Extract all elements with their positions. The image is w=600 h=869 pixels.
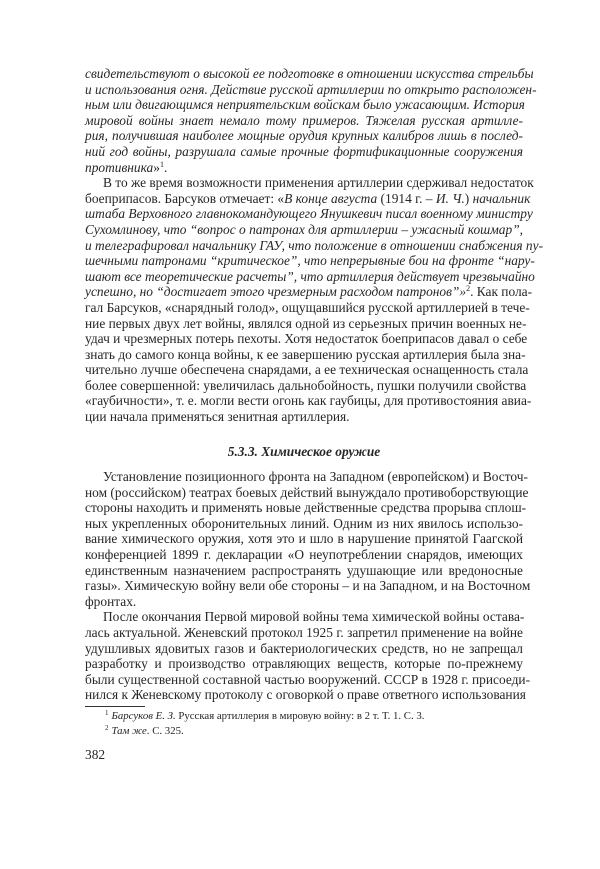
text-line — [85, 671, 531, 688]
text-line — [85, 346, 526, 363]
text-segment: фронтах. — [85, 593, 137, 609]
text-segment: шечными патронами “критическое”, что непрерывные бои на фронте “нару- — [85, 253, 535, 269]
footnote-ref: 1 — [159, 159, 164, 169]
text-line — [85, 656, 523, 672]
text-line — [85, 144, 523, 160]
text-segment: Сухомлинову, что “вопрос о патронах для артиллерии – ужасный кошмар”, — [85, 221, 523, 237]
text-line — [85, 237, 544, 254]
text-line — [85, 393, 532, 409]
text-line — [85, 469, 528, 485]
text-line — [85, 516, 523, 532]
text-line — [85, 563, 523, 579]
text-segment: . — [163, 159, 168, 175]
text-segment: свидетельствуют о высокой ее подготовке в отношении искусства стрельбы — [85, 66, 534, 81]
text-segment: стороны находить и применять новые действенные средства прорыва сплош- — [85, 500, 527, 516]
text-segment: и телеграфировал начальнику ГАУ, что положение в отношении снабжения пу- — [85, 237, 544, 253]
text-segment: газы». Химическую войну вели обе стороны – и на Западном, и на Восточном — [85, 578, 531, 594]
text-segment: удушливых ядовитых газов и бактериологических средств, но не запрещал — [85, 640, 523, 656]
text-segment: чительно лучше обеспечена снарядами, а ее техническая оснащенность стала — [85, 362, 529, 378]
text-line — [85, 222, 523, 238]
text-segment: начальник — [472, 190, 531, 206]
footnote-author: Там же — [111, 724, 147, 737]
text-segment: были существенной составной частью вооружений. СССР в 1928 г. присоеди- — [85, 671, 531, 687]
text-segment: мировой войны знает немало тому примеров. Тяжелая русская артилле- — [85, 112, 523, 128]
footnote-number: 1 — [105, 709, 109, 717]
text-line — [85, 268, 535, 285]
text-line — [85, 81, 537, 98]
text-line — [85, 484, 529, 501]
text-segment: противника — [85, 159, 154, 175]
text-segment: ние первых двух лет войны, являлся одной из серьезных причин военных не- — [85, 315, 527, 331]
text-segment: ном (российском) театрах боевых действий вынуждало противоборствующие — [85, 484, 529, 500]
text-segment: После окончания Первой мировой войны тема химической войны остава- — [103, 609, 525, 625]
footnote-number: 2 — [105, 723, 109, 732]
paragraph — [85, 175, 544, 425]
text-segment: В то же время возможности применения артиллерии сдерживал недостаток — [103, 175, 534, 191]
text-segment: » — [153, 159, 160, 175]
footnote-2 — [85, 724, 523, 739]
text-line — [85, 687, 526, 703]
text-segment: боеприпасов. Барсуков отмечает: « — [85, 190, 285, 206]
text-line — [85, 206, 533, 222]
text-segment: ным или двигающимся неприятельским войскам было ужасающим. История — [85, 97, 525, 113]
text-line — [85, 594, 523, 610]
text-segment: штаба Верховного главнокомандующего Янушкевич писал военному министру — [85, 206, 533, 222]
text-line — [85, 625, 523, 641]
paragraph — [85, 66, 537, 175]
text-line — [85, 160, 523, 176]
text-segment: шают все теоретические расчеты”, что артиллерия действует чрезвычайно — [85, 268, 535, 284]
text-line — [85, 190, 531, 207]
text-segment: единственным назначением распространять удушающие или вредоносные — [85, 562, 523, 578]
text-segment: рия, получившая наиболее мощные орудия крупных калибров лишь в послед- — [85, 128, 523, 144]
text-line — [85, 331, 528, 347]
text-line — [85, 97, 523, 113]
text-segment: ных укрепленных оборонительных линий. Одним из них явилось использо- — [85, 515, 523, 531]
footnote-1 — [85, 709, 523, 724]
text-segment: конференцией 1899 г. декларации «О неупотреблении снарядов, имеющих — [85, 547, 523, 562]
text-segment: В конце августа — [284, 190, 378, 206]
footnote-author: Барсуков Е. З. — [111, 710, 176, 722]
text-line — [85, 128, 523, 144]
text-line — [85, 66, 534, 82]
text-segment: ) — [464, 190, 473, 206]
text-line — [85, 175, 534, 191]
text-line — [85, 253, 535, 269]
footnote-divider — [85, 706, 145, 707]
text-segment: разработку и производство отравляющих веществ, которые по-прежнему — [85, 656, 523, 672]
paragraph — [85, 469, 531, 609]
footnotes — [85, 709, 523, 738]
text-line — [85, 113, 523, 129]
text-segment: более совершенной: увеличилась дальнобойность, пушки получили свойства — [85, 377, 527, 393]
section-text-before-heading — [85, 66, 544, 425]
text-line — [85, 315, 527, 332]
text-segment: И. Ч. — [435, 190, 465, 206]
text-line — [85, 547, 523, 563]
text-segment: успешно, но “достигает этого чрезмерным расходом патронов”» — [85, 284, 467, 300]
text-segment: вание химического оружия, хотя это и шло в нарушение принятой Гаагской — [85, 531, 523, 547]
text-line — [85, 578, 531, 594]
page-body — [85, 66, 544, 703]
text-line — [85, 531, 523, 547]
text-line — [85, 299, 530, 316]
text-segment: «гаубичности», т. е. могли вести огонь как гаубицы, для противостояния авиа- — [85, 393, 532, 409]
text-line — [85, 609, 523, 625]
section-heading: 5.3.3. Химическое оружие — [227, 444, 381, 460]
text-segment: нился к Женевскому протоколу с оговоркой о праве ответного использования — [85, 687, 526, 703]
text-segment: знать до самого конца войны, к ее завершению русская артиллерия была зна- — [85, 346, 526, 362]
text-line — [85, 500, 527, 516]
text-line — [85, 409, 523, 425]
text-segment: и использования огня. Действие русской артиллерии по открыто расположен- — [85, 81, 537, 97]
text-segment: ний год войны, разрушала самые прочные фортификационные сооружения — [85, 143, 523, 159]
footnote-ref: 2 — [466, 284, 471, 294]
text-segment: лась актуальной. Женевский протокол 1925 г. запретил применение на войне — [85, 624, 523, 640]
text-segment: удач и чрезмерных потерь пехоты. Хотя недостаток боеприпасов давал о себе — [85, 331, 528, 347]
text-line — [85, 284, 533, 300]
text-segment: ции начала применяться зенитная артиллерия. — [85, 409, 350, 425]
text-line — [85, 362, 529, 378]
text-line — [85, 641, 523, 657]
text-segment: гал Барсуков, «снарядный голод», ощущавшийся русской артиллерией в тече- — [85, 299, 530, 315]
text-line — [85, 377, 527, 394]
text-segment: . Как пола- — [470, 284, 533, 300]
footnote-text: Русская артиллерия в мировую войну: в 2 т. Т. 1. С. 3. — [175, 710, 425, 722]
text-segment: (1914 г. – — [377, 190, 436, 206]
page-number: 382 — [85, 747, 106, 762]
footnote-text: . С. 325. — [146, 724, 184, 737]
section-text-chemical-weapons — [85, 469, 531, 703]
paragraph — [85, 609, 531, 703]
text-segment: Установление позиционного фронта на Западном (европейском) и Восточ- — [103, 469, 528, 485]
